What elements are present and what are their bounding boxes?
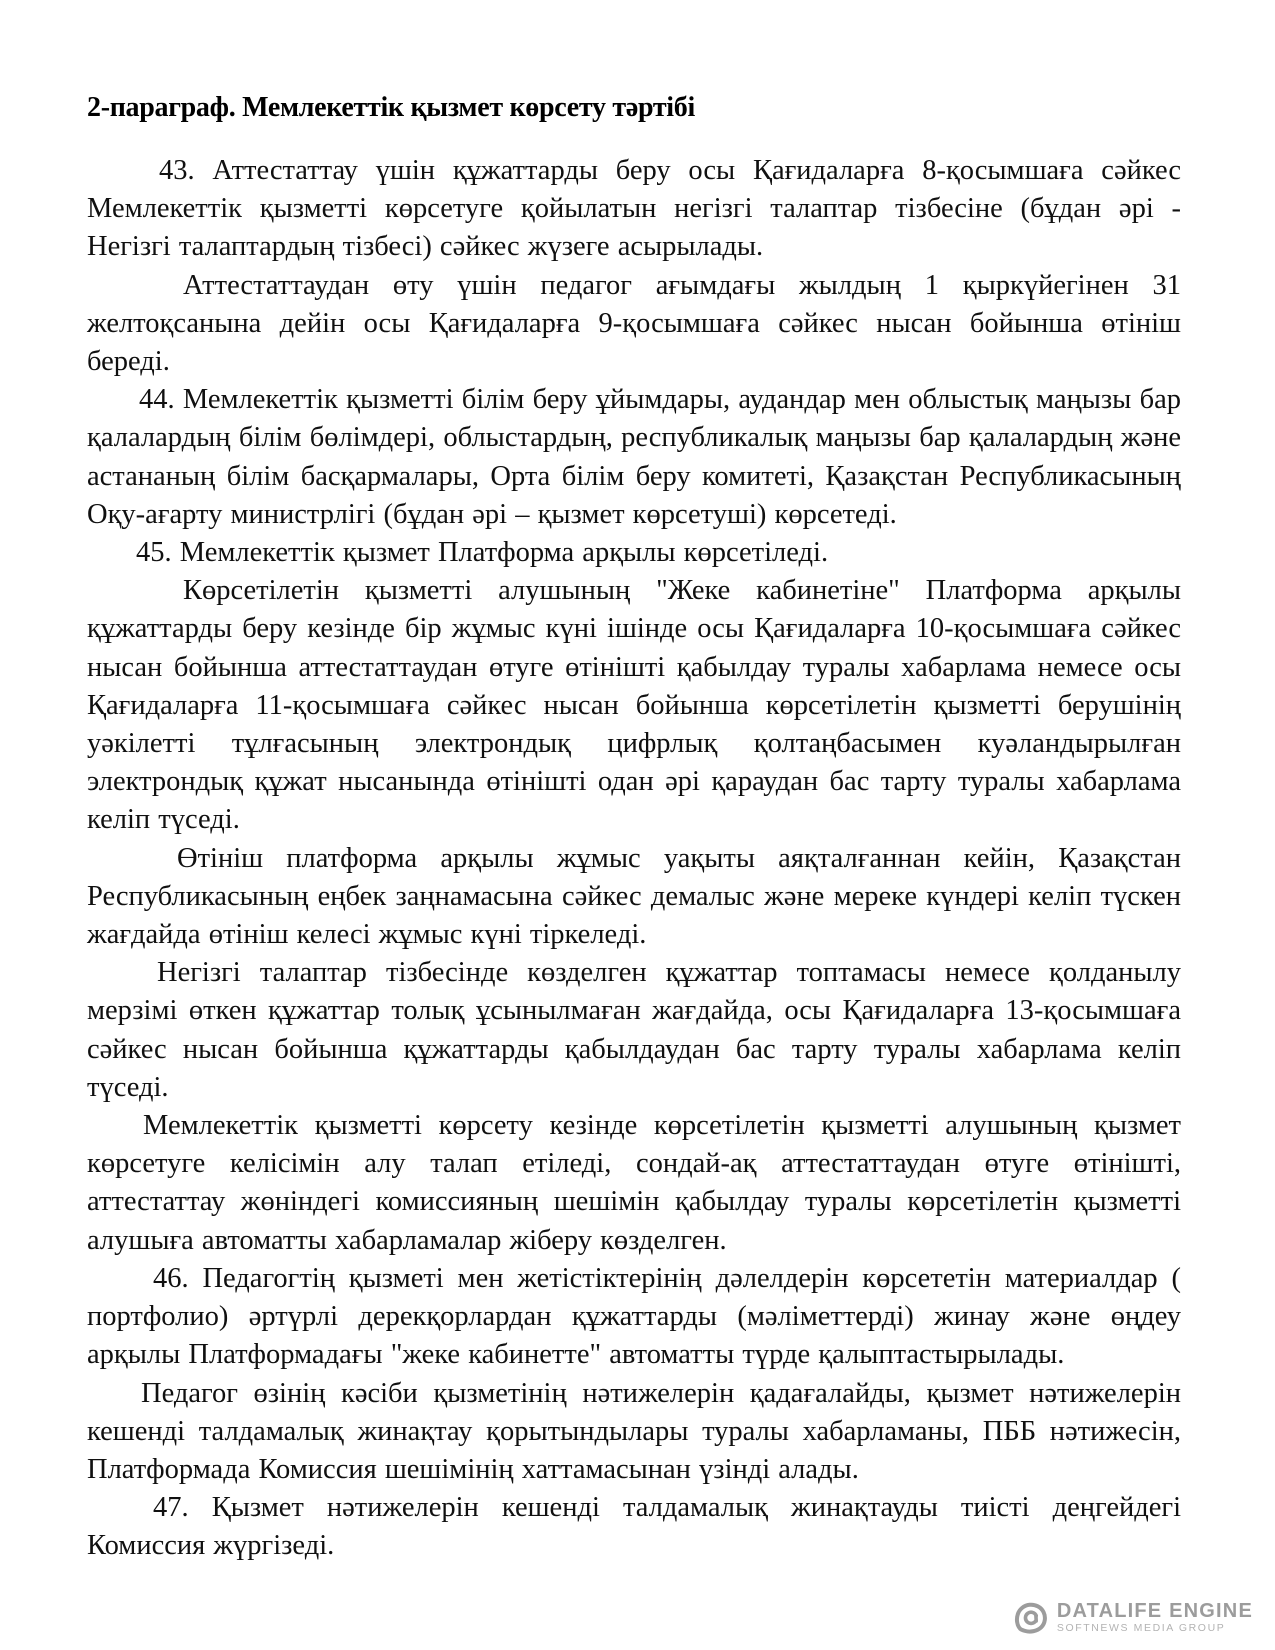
paragraph: 45. Мемлекеттік қызмет Платформа арқылы көрсетіледі. (136, 537, 829, 569)
datalife-engine-eye-icon (1014, 1601, 1048, 1635)
paragraph: 46. Педагогтің қызметі мен жетістіктерінің дәлелдерін көрсететін материалдар ( портфолио) әртүрлі дерекқорлардан құжаттарды (мәліметтерді) жинау және өңдеу арқылы Платформадағы "жеке кабинетте" автоматты түрде қалыптастырылады. (87, 1262, 1181, 1371)
datalife-engine-watermark (1014, 1601, 1253, 1635)
paragraph: Мемлекеттік қызметті көрсету кезінде көрсетілетін қызметті алушының қызмет көрсетуге келісімін алу талап етіледі, сондай-ақ аттестаттаудан өтуге өтінішті, аттестаттау жөніндегі комиссияның шешімін қабылдау туралы көрсетілетін қызметті алушыға автоматты хабарламалар жіберу көзделген. (87, 1110, 1181, 1256)
watermark-brand: DATALIFE ENGINE (1056, 1600, 1253, 1622)
paragraph: Аттестаттаудан өту үшін педагог ағымдағы жылдың 1 қыркүйегінен 31 желтоқсанына дейін осы Қағидаларға 9-қосымшаға сәйкес нысан бойынша өтініш береді. (87, 269, 1181, 378)
paragraph: 47. Қызмет нәтижелерін кешенді талдамалық жинақтауды тиісті деңгейдегі Комиссия жүргізеді. (87, 1492, 1181, 1562)
watermark-subtitle: SOFTNEWS MEDIA GROUP (1056, 1622, 1226, 1634)
paragraph: Педагог өзінің кәсіби қызметінің нәтижелерін қадағалайды, қызмет нәтижелерін кешенді талдамалық жинақтау қорытындылары туралы хабарламаны, ПББ нәтижесін, Платформада Комиссия шешімінің хаттамасынан үзінді алады. (87, 1377, 1181, 1485)
paragraph: 44. Мемлекеттік қызметті білім беру ұйымдары, аудандар мен облыстық маңызы бар қалалардың білім бөлімдері, облыстардың, республикалық маңызы бар қалалардың және астананың білім басқармалары, Орта білім беру комитеті, Қазақстан Республикасының Оқу-ағарту министрлігі (бұдан әрі – қызмет көрсетуші) көрсетеді. (87, 384, 1181, 530)
paragraph: Өтініш платформа арқылы жұмыс уақыты аяқталғаннан кейін, Қазақстан Республикасының еңбек заңнамасына сәйкес демалыс және мереке күндері келіп түскен жағдайда өтініш келесі жұмыс күні тіркеледі. (87, 842, 1181, 951)
paragraph: Негізгі талаптар тізбесінде көзделген құжаттар топтамасы немесе қолданылу мерзімі өткен құжаттар толық ұсынылмаған жағдайда, осы Қағидаларға 13-қосымшаға сәйкес нысан бойынша құжаттарды қабылдаудан бас тарту туралы хабарлама келіп түседі. (87, 957, 1181, 1103)
paragraph: 43. Аттестаттау үшін құжаттарды беру осы Қағидаларға 8-қосымшаға сәйкес Мемлекеттік қызметті көрсетуге қойылатын негізгі талаптар тізбесіне (бұдан әрі - Негізгі талаптардың тізбесі) сәйкес жүзеге асырылады. (87, 155, 1181, 263)
paragraph: Көрсетілетін қызметті алушының "Жеке кабинетіне" Платформа арқылы құжаттарды беру кезінде бір жұмыс күні ішінде осы Қағидаларға 10-қосымшаға сәйкес нысан бойынша аттестаттаудан өтуге өтінішті қабылдау туралы хабарлама немесе осы Қағидаларға 11-қосымшаға сәйкес нысан бойынша көрсетілетін қызметті берушінің уәкілетті тұлғасының электрондық цифрлық қолтаңбасымен куәландырылған электрондық құжат нысанында өтінішті одан әрі қараудан бас тарту туралы хабарлама келіп түседі. (87, 575, 1181, 836)
document-body (87, 152, 1181, 1566)
watermark-text (1057, 1601, 1253, 1635)
document-heading: 2-параграф. Мемлекеттік қызмет көрсету тәртібі (87, 92, 695, 123)
document-content (87, 91, 1181, 1566)
